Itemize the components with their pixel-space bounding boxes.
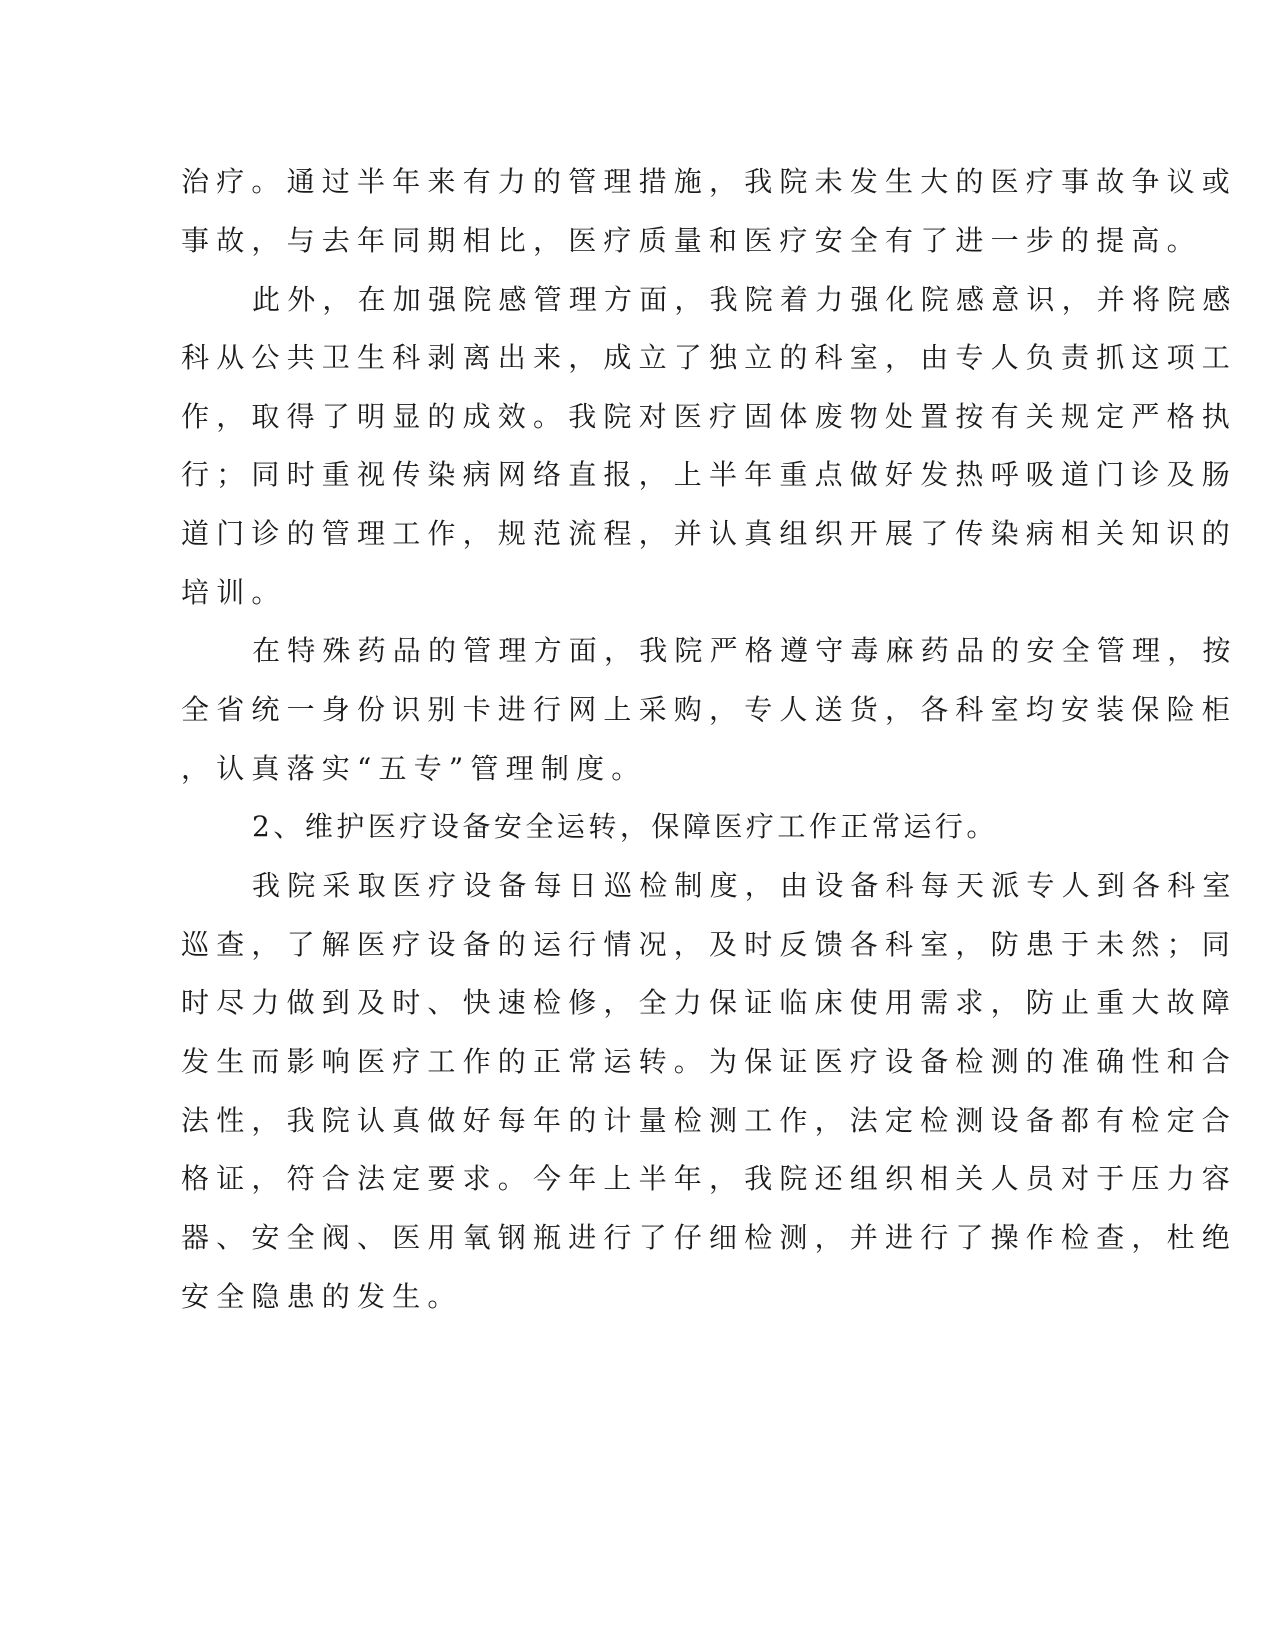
text-line	[0, 573, 1275, 613]
paragraph-text: 作，取得了明显的成效。我院对医疗固体废物处置按有关规定严格执	[181, 400, 1238, 433]
paragraph-text: 格证，符合法定要求。今年上半年，我院还组织相关人员对于压力容	[181, 1162, 1238, 1195]
text-line	[0, 1101, 1275, 1141]
text-line	[0, 983, 1275, 1023]
text-line	[0, 1277, 1275, 1317]
paragraph-text: ，认真落实“五专”管理制度。	[181, 752, 647, 785]
text-line	[0, 514, 1275, 554]
paragraph-text: 培训。	[181, 576, 287, 609]
paragraph-text: 时尽力做到及时、快速检修，全力保证临床使用需求，防止重大故障	[181, 986, 1238, 1019]
text-line	[0, 338, 1275, 378]
paragraph-text: 行；同时重视传染病网络直报，上半年重点做好发热呼吸道门诊及肠	[181, 458, 1238, 491]
paragraph-text: 安全隐患的发生。	[181, 1280, 463, 1313]
text-line	[0, 397, 1275, 437]
paragraph-text: 我院采取医疗设备每日巡检制度，由设备科每天派专人到各科室	[252, 869, 1238, 902]
heading-text: 2、维护医疗设备安全运转，保障医疗工作正常运行。	[252, 810, 998, 843]
section-heading	[0, 807, 1275, 847]
paragraph-text: 全省统一身份识别卡进行网上采购，专人送货，各科室均安装保险柜	[181, 693, 1238, 726]
paragraph-text: 在特殊药品的管理方面，我院严格遵守毒麻药品的安全管理，按	[252, 634, 1238, 667]
text-line	[0, 690, 1275, 730]
paragraph-text: 科从公共卫生科剥离出来，成立了独立的科室，由专人负责抓这项工	[181, 341, 1238, 374]
paragraph-text: 道门诊的管理工作，规范流程，并认真组织开展了传染病相关知识的	[181, 517, 1238, 550]
paragraph-text: 器、安全阀、医用氧钢瓶进行了仔细检测，并进行了操作检查，杜绝	[181, 1221, 1238, 1254]
paragraph-text: 巡查，了解医疗设备的运行情况，及时反馈各科室，防患于未然；同	[181, 928, 1238, 961]
paragraph-text: 治疗。通过半年来有力的管理措施，我院未发生大的医疗事故争议或	[181, 165, 1238, 198]
text-line	[0, 749, 1275, 789]
text-line	[0, 866, 1275, 906]
text-line	[0, 631, 1275, 671]
text-line	[0, 1218, 1275, 1258]
text-line	[0, 162, 1275, 202]
text-line	[0, 1159, 1275, 1199]
paragraph-text: 事故，与去年同期相比，医疗质量和医疗安全有了进一步的提高。	[181, 224, 1202, 257]
text-line	[0, 925, 1275, 965]
text-line	[0, 455, 1275, 495]
paragraph-text: 法性，我院认真做好每年的计量检测工作，法定检测设备都有检定合	[181, 1104, 1238, 1137]
text-line	[0, 221, 1275, 261]
text-line	[0, 1042, 1275, 1082]
paragraph-text: 此外，在加强院感管理方面，我院着力强化院感意识，并将院感	[252, 283, 1238, 316]
text-line	[0, 280, 1275, 320]
paragraph-text: 发生而影响医疗工作的正常运转。为保证医疗设备检测的准确性和合	[181, 1045, 1238, 1078]
